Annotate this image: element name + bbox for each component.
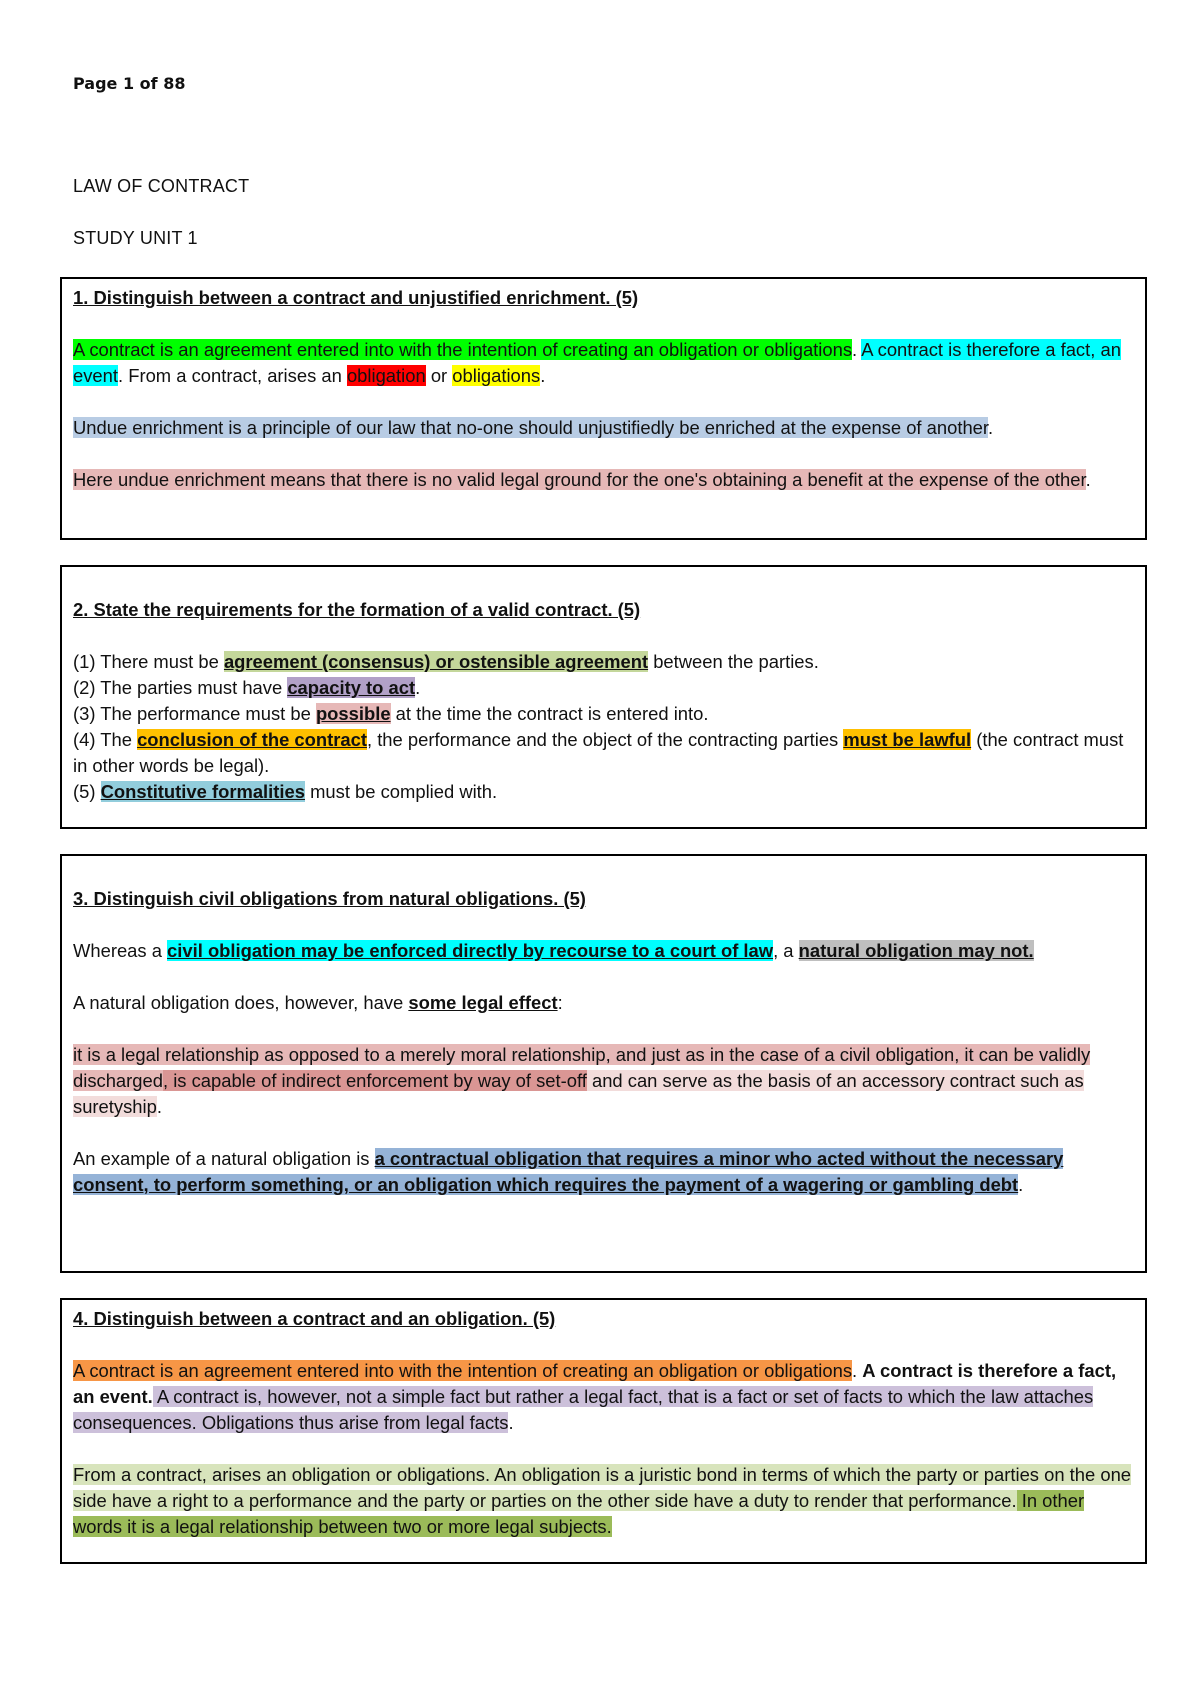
question-4-title: 4. Distinguish between a contract and an obligation. (5) [73, 1308, 556, 1329]
requirement-3: (3) The performance must be possible at the time the contract is entered into. [73, 703, 709, 724]
requirement-4: (4) The conclusion of the contract, the performance and the object of the contracting parties must be lawful (the contract must in other words be legal). [73, 729, 1124, 776]
question-4-paragraph-2: From a contract, arises an obligation or obligations. An obligation is a juristic bond in terms of which the party or parties on the one side have a right to a performance and the party or parties on the other side have a duty to render that performance. In other words it is a legal relationship between two or more legal subjects. [73, 1464, 1132, 1537]
question-1-box [60, 277, 1147, 540]
page-number: Page 1 of 88 [73, 74, 186, 93]
question-2-title: 2. State the requirements for the formation of a valid contract. (5) [73, 599, 641, 620]
question-1-title: 1. Distinguish between a contract and unjustified enrichment. (5) [73, 287, 639, 308]
study-unit-heading: STUDY UNIT 1 [73, 228, 198, 248]
question-4-box [60, 1298, 1147, 1564]
document-title: LAW OF CONTRACT [73, 176, 250, 196]
question-2-box [60, 565, 1147, 829]
question-1-paragraph-3: Here undue enrichment means that there is no valid legal ground for the one's obtaining a benefit at the expense of the other. [73, 469, 1091, 490]
requirement-5: (5) Constitutive formalities must be complied with. [73, 781, 498, 802]
requirement-2: (2) The parties must have capacity to act. [73, 677, 421, 698]
question-4-paragraph-1: A contract is an agreement entered into with the intention of creating an obligation or obligations. A contract is therefore a fact, an event. A contract is, however, not a simple fact but rather a legal fact, that is a fact or set of facts to which the law attaches consequences. Obligations thus arise from legal facts. [73, 1360, 1117, 1433]
question-1-paragraph-2: Undue enrichment is a principle of our law that no-one should unjustifiedly be enriched at the expense of another. [73, 417, 994, 438]
requirement-1: (1) There must be agreement (consensus) or ostensible agreement between the parties. [73, 651, 819, 672]
question-3-paragraph-1: Whereas a civil obligation may be enforced directly by recourse to a court of law, a natural obligation may not. [73, 940, 1034, 961]
question-1-paragraph-1: A contract is an agreement entered into with the intention of creating an obligation or obligations. A contract is therefore a fact, an event. From a contract, arises an obligation or obligations. [73, 339, 1121, 386]
question-3-paragraph-3: it is a legal relationship as opposed to a merely moral relationship, and just as in the case of a civil obligation, it can be validly discharged, is capable of indirect enforcement by way of set-off and can serve as the basis of an accessory contract such as suretyship. [73, 1044, 1091, 1117]
question-3-paragraph-2: A natural obligation does, however, have some legal effect: [73, 992, 563, 1013]
question-3-paragraph-4: An example of a natural obligation is a contractual obligation that requires a minor who acted without the necessary consent, to perform something, or an obligation which requires the payment of a wagering or gambling debt. [73, 1148, 1064, 1195]
question-3-title: 3. Distinguish civil obligations from natural obligations. (5) [73, 888, 586, 909]
question-3-box [60, 854, 1147, 1273]
